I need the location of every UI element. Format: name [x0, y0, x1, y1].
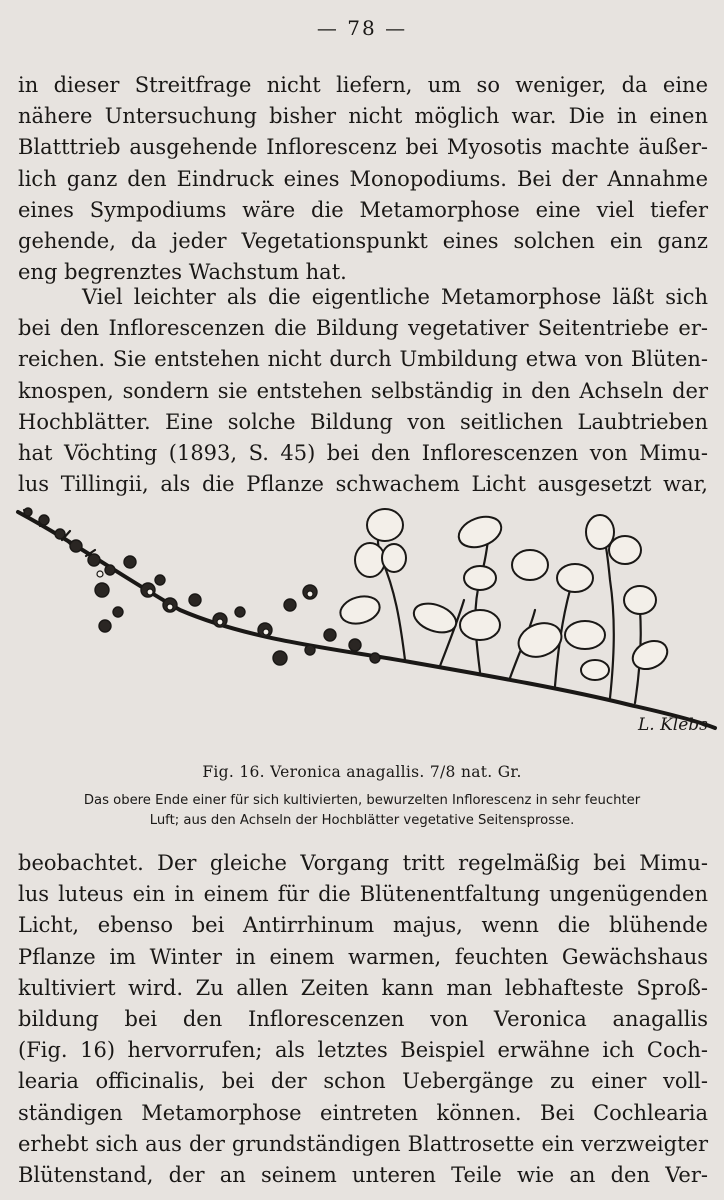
- text-line: learia officinalis, bei der schon Uebergänge zu einer voll-: [18, 1069, 708, 1094]
- text-line: bildung bei den Inflorescenzen von Veronica anagallis: [18, 1007, 708, 1032]
- figure-caption-title: Fig. 16. Veronica anagallis. 7/8 nat. Gr.: [202, 763, 522, 781]
- text-line: knospen, sondern sie entstehen selbständig in den Achseln der: [18, 378, 708, 403]
- text-line: (Fig. 16) hervorrufen; als letztes Beispiel erwähne ich Coch-: [18, 1038, 708, 1063]
- text-line: Licht, ebenso bei Antirrhinum majus, wenn die blühende: [18, 913, 708, 938]
- text-line: lus luteus ein in einem für die Blütenentfaltung ungenügenden: [18, 882, 708, 907]
- text-line: lus Tillingii, als die Pflanze schwachem Licht ausgesetzt war,: [18, 472, 708, 497]
- text-line: kultiviert wird. Zu allen Zeiten kann man lebhafteste Sproß-: [18, 975, 708, 1000]
- text-line: eng begrenztes Wachstum hat.: [18, 260, 347, 285]
- text-line: hat Vöchting (1893, S. 45) bei den Inflorescenzen von Mimu-: [18, 441, 708, 466]
- text-line: in dieser Streitfrage nicht liefern, um so weniger, da eine: [18, 73, 708, 97]
- text-line: erhebt sich aus der grundständigen Blattrosette ein verzweigter: [18, 1131, 708, 1156]
- text-line: Blatttrieb ausgehende Inflorescenz bei Myosotis machte äußer-: [18, 135, 708, 160]
- paragraph-3: [18, 848, 708, 1191]
- figure-caption-text: [12, 791, 712, 831]
- plant-illustration: [10, 500, 720, 745]
- text-line: ständigen Metamorphose eintreten können. Bei Cochlearia: [18, 1100, 708, 1125]
- paragraph-2: [18, 282, 708, 500]
- text-line: beobachtet. Der gleiche Vorgang tritt regelmäßig bei Mimu-: [18, 851, 708, 875]
- text-line: bei den Inflorescenzen die Bildung vegetativer Seitentriebe er-: [18, 316, 708, 341]
- caption-line: Luft; aus den Achseln der Hochblätter vegetative Seitensprosse.: [149, 813, 575, 828]
- text-line: gehende, da jeder Vegetationspunkt eines solchen ein ganz: [18, 229, 708, 254]
- text-line: Pflanze im Winter in einem warmen, feuchten Gewächshaus: [18, 944, 708, 969]
- text-line: reichen. Sie entstehen nicht durch Umbildung etwa von Blüten-: [18, 347, 708, 372]
- caption-line: Das obere Ende einer für sich kultivierten, bewurzelten Inflorescenz in sehr feuchter: [83, 793, 641, 808]
- text-line: Viel leichter als die eigentliche Metamorphose läßt sich: [82, 285, 708, 309]
- text-line: nähere Untersuchung bisher nicht möglich war. Die in einen: [18, 104, 708, 129]
- paragraph-1: [18, 70, 708, 288]
- text-line: eines Sympodiums wäre die Metamorphose eine viel tiefer: [18, 197, 708, 222]
- illustrator-signature: L. Klebs: [638, 715, 708, 735]
- text-line: Hochblätter. Eine solche Bildung von seitlichen Laubtrieben: [18, 409, 708, 434]
- page-number: — 78 —: [316, 16, 408, 40]
- text-line: lich ganz den Eindruck eines Monopodiums. Bei der Annahme: [18, 166, 708, 191]
- text-line: Blütenstand, der an seinem unteren Teile wie an den Ver-: [18, 1163, 708, 1188]
